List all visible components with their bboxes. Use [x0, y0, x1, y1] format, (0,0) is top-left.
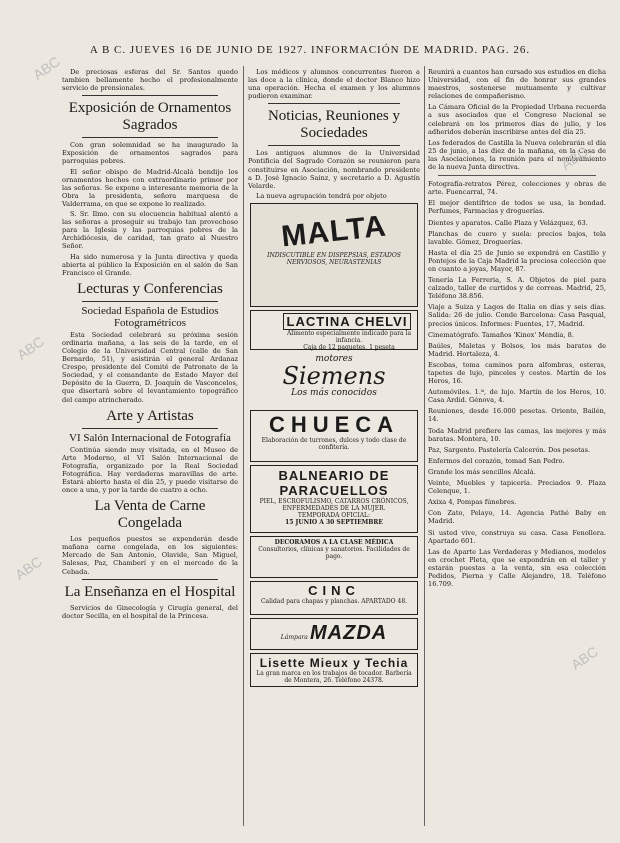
ad-lisette-text: La gran marca en los trabajos de tocador. Barbería de Montera, 26. Teléfono 24378.	[256, 669, 412, 684]
classified-ad: Las de Aparte Las Verdaderas y Medianos, modelos en crochet Pleta, que se expondrán en el taller y estarán puestas a la venta, sin esa colección Pedidos, Pierna y Calle Alejandro, 18. Teléfono 16.709.	[428, 547, 606, 589]
ad-chueca-text: Elaboración de turrones, dulces y todo clase de confitería.	[261, 436, 407, 451]
heading-sociedad: Sociedad Española de Estudios Fotogramétricos	[81, 304, 219, 329]
ad-lisette-title: Lisette Mieux y Techia	[259, 655, 409, 670]
divider	[82, 137, 218, 138]
ad-balneario-season: TEMPORADA OFICIAL:	[297, 511, 371, 519]
watermark: ABC	[30, 53, 63, 83]
paragraph: Servicios de Ginecología y Cirugía general, del doctor Secilla, en el hospital de la Princesa.	[62, 603, 238, 620]
ad-mazda-brand: MAZDA	[310, 621, 388, 644]
classified-ad: Reuniones, desde 16.000 pesetas. Oriente, Bailén, 14.	[428, 407, 606, 424]
paragraph: El señor obispo de Madrid-Alcalá bendijo los ornamentos hechos con extraordinario primor por las señoras. Se expone a interesante memoria de la Obra la presidenta, señora marquesa de Valderrama, en que se expone lo realizado.	[62, 167, 238, 208]
classified-ad: Automóviles. 1.ª, de lujo. Martín de los Heros, 10. Casa Ardid. Génova, 4.	[428, 388, 606, 405]
ad-clase-medica-text: Consultorios, clínicas y sanatorios. Facilidades de pago.	[258, 545, 410, 560]
ad-malta	[250, 203, 418, 307]
heading-arte: Arte y Artistas	[106, 407, 194, 424]
ad-balneario-dates: 15 JUNIO A 30 SEPTIEMBRE	[285, 518, 383, 526]
ad-lisette	[250, 653, 418, 687]
watermark: ABC	[14, 333, 47, 363]
lead-paragraph: Los médicos y alumnos concurrentes fueron a las doce a la clínica, donde el doctor Blanco hizo una operación. Hecha el examen y los alumnos pudieron examinar.	[248, 68, 420, 101]
ad-lactina-line1: Alimento especialmente indicado para la infancia.	[286, 329, 412, 344]
classified-ad: Enfermos del corazón, tomad San Pedro.	[428, 456, 565, 465]
watermark: ABC	[12, 553, 45, 583]
ad-clase-medica	[250, 536, 418, 578]
divider	[268, 103, 400, 104]
divider	[82, 95, 218, 96]
watermark: ABC	[568, 643, 601, 673]
column-rule	[243, 66, 244, 826]
divider	[268, 145, 400, 146]
classified-ad: Dientes y aparatos. Calle Plaza y Velázquez, 63.	[428, 218, 588, 227]
ad-lactina-title: LACTINA CHELVI	[283, 313, 411, 330]
ad-siemens-slogan: Los más conocidos	[291, 388, 377, 399]
paragraph: La nueva agrupación tendrá por objeto	[256, 191, 387, 200]
ad-cinc	[250, 581, 418, 615]
classified-ad: Axixa 4, Pompas fúnebres.	[428, 498, 517, 507]
paragraph: Continúa siendo muy visitada, en el Museo de Arte Moderno, el VI Salón Internacional de Fotografía, organizado por la Real Sociedad Fotográfica. Hay verdaderas maravillas de arte. Estará abierto hasta el día 25, y puede visitarse de once a una, y por la tarde de cuatro a ocho.	[62, 445, 238, 495]
divider	[82, 301, 218, 302]
classified-ad: Baúles, Maletas y Bolsos, los más baratos de Madrid. Hortaleza, 4.	[428, 341, 606, 358]
paragraph: Los pequeños puestos se expenderán desde mañana carne congelada, en los siguientes: Mercado de San Antonio, Olavide, San Miguel, Salesas, Paz, Chamberí y en el mercado de la Cebada.	[62, 535, 238, 576]
classified-ad: Veinte, Muebles y tapicería. Preciados 9. Plaza Celenque, 1.	[428, 479, 606, 496]
ad-balneario-text: PIEL, ESCROFULISMO, CATARROS CRÓNICOS, ENFERMEDADES DE LA MUJER.	[259, 497, 409, 512]
paragraph: Reunirá a cuantos han cursado sus estudios en dicha Universidad, con el fin de honrar sus grandes maestros, sostenerse mutuamente y cultivar relaciones de compañerismo.	[428, 68, 606, 101]
ad-siemens	[250, 353, 418, 407]
ad-chueca-title: CHUECA	[268, 411, 400, 437]
heading-salon: VI Salón Internacional de Fotografía	[69, 431, 231, 444]
classified-ad: Paz, Sargento. Pastelería Calcerón. Dos pesetas.	[428, 445, 591, 454]
classified-ad: Hasta el día 25 de Junio se expondrá en Castillo y Pontejos de la Caja Madrid la preciosa colección que en cuanto a joyas, Mayor, 87.	[428, 248, 606, 273]
heading-exposicion: Exposición de Ornamentos Sagrados	[68, 100, 232, 134]
paragraph: S. Sr. Ilmo. con su elocuencia habitual alentó a las señoras a proseguir su trabajo tan provechoso para la Iglesia y las parroquias pobres de la Archidiócesis, de caridad, tan grato al Nuestro Señor.	[62, 210, 238, 251]
column-left	[62, 68, 238, 622]
column-center	[248, 68, 420, 690]
ad-mazda	[250, 618, 418, 650]
ad-chueca	[250, 410, 418, 462]
classified-ad: Con Zato, Pelayo, 14. Agencia Pathé Baby en Madrid.	[428, 509, 606, 526]
classified-ad: Toda Madrid prefiere las camas, las mejores y más baratas. Montera, 10.	[428, 426, 606, 443]
ad-cinc-text: Calidad para chapas y planchas. APARTADO 48.	[260, 597, 408, 605]
lead-paragraph: De preciosas esferas del Sr. Santos quedo tambien bellamente hecho el profesionalmente servicio de prensionales.	[62, 68, 238, 93]
page-header: A B C. JUEVES 16 DE JUNIO DE 1927. INFORMACIÓN DE MADRID. PAG. 26.	[89, 44, 531, 56]
ad-mazda-pre: Lámpara	[280, 633, 308, 641]
ad-siemens-title: Siemens	[282, 362, 386, 391]
ad-siemens-small: motores	[315, 353, 353, 364]
classified-ad: Viaje a Suiza y Lagos de Italia en días y seis días. Salida: 26 de julio. Conde Barcelona: Casa Pasqual, precios únicos. Informes: Fuentes, 17, Madrid.	[428, 303, 606, 328]
heading-carne: La Venta de Carne Congelada	[94, 498, 206, 532]
ad-malta-title: MALTA	[279, 209, 389, 254]
classified-ad: Si usted vive, construya su casa. Casa Fenollera. Apartado 601.	[428, 528, 606, 545]
classified-ad: Planchas de cuero y suela: precios bajos, tela lavable. Gómez, Droguerías.	[428, 229, 606, 246]
classified-ad: Cinematógrafo. Tamaños 'Kinox' Mendia, 8.	[428, 330, 574, 339]
watermark: ABC	[558, 143, 591, 173]
heading-lecturas: Lecturas y Conferencias	[77, 280, 223, 297]
ad-balneario-title1: BALNEARIO DE	[278, 467, 390, 483]
heading-noticias: Noticias, Reuniones y Sociedades	[267, 108, 401, 142]
classified-ad: Tenería La Ferreria, S. A. Objetos de piel para calzado, taller de curtidos y de correas. Madrid, 25, Teléfono 38.856.	[428, 276, 606, 301]
paragraph: Los antiguos alumnos de la Universidad Pontificia del Sagrado Corazón se reunieron para constituirse en Asociación, nombrando presidente a D. José Ignacio Sainz, y secretario a D. Agustín Velarde.	[248, 149, 420, 190]
paragraph: Ha sido numerosa y la Junta directiva y queda abierta al público la Exposición en el salón de San Francisco el Grande.	[62, 252, 238, 277]
paragraph: Los federados de Castilla la Nueva celebrarán el día 25 de junio, a las diez de la mañana, en la Casa de las Asociaciones, la reunión para el nombramiento de la nueva Junta directiva.	[428, 138, 606, 172]
divider	[82, 579, 218, 580]
ad-clase-medica-head: DECORAMOS A LA CLASE MÉDICA	[274, 538, 394, 546]
paragraph: Esta Sociedad celebrará su próxima sesión ordinaria mañana, a las seis de la tarde, en el Colegio de la Universidad Central (calle de San Bernardo, 51), y asistirán el general Ardanaz Crespo, presidente del Comité de Patronato de la Sociedad, y el comandante de Estado Mayor del Depósito de la Guerra, D. Joaquín de Vasconcelos, que disertará sobre el levantamiento topográfico del campo atrincherado.	[62, 330, 238, 404]
ad-balneario-title2: PARACUELLOS	[279, 482, 389, 498]
paragraph: La Cámara Oficial de la Propiedad Urbana recuerda a sus asociados que el Congreso Nacional se celebrará en los primeros días de julio, y los adheridos deberán inscribirse antes del día 25.	[428, 103, 606, 136]
divider	[438, 175, 596, 176]
column-rule	[424, 66, 425, 826]
ad-malta-text: INDISCUTIBLE EN DISPEPSIAS, ESTADOS NERVIOSOS, NEURASTENIAS	[267, 251, 401, 266]
paragraph: Con gran solemnidad se ha inaugurado la Exposición de ornamentos sagrados para parroquias pobres.	[62, 141, 238, 166]
classified-ad: Grande los más sencillos Alcalá.	[428, 467, 536, 476]
classified-ad: Fotografía-retratos Pérez, colecciones y obras de arte. Fuencarral, 74.	[428, 180, 606, 197]
ad-balneario	[250, 465, 418, 533]
ad-lactina	[250, 310, 418, 350]
classified-ad: Escobas, toma caminos para alfombras, esteras, tapetes de lujo, pinceles y cestos. Martín de los Heros, 16.	[428, 360, 606, 386]
divider	[82, 428, 218, 429]
classified-ad: El mejor dentífrico de todos se usa, la bondad. Perfumes, Farmacias y droguerías.	[428, 199, 606, 216]
heading-ensenanza: La Enseñanza en el Hospital	[64, 583, 236, 600]
ad-lactina-line2: Caja de 12 paquetes, 1 peseta	[303, 343, 395, 351]
ad-cinc-title: CINC	[308, 582, 360, 598]
